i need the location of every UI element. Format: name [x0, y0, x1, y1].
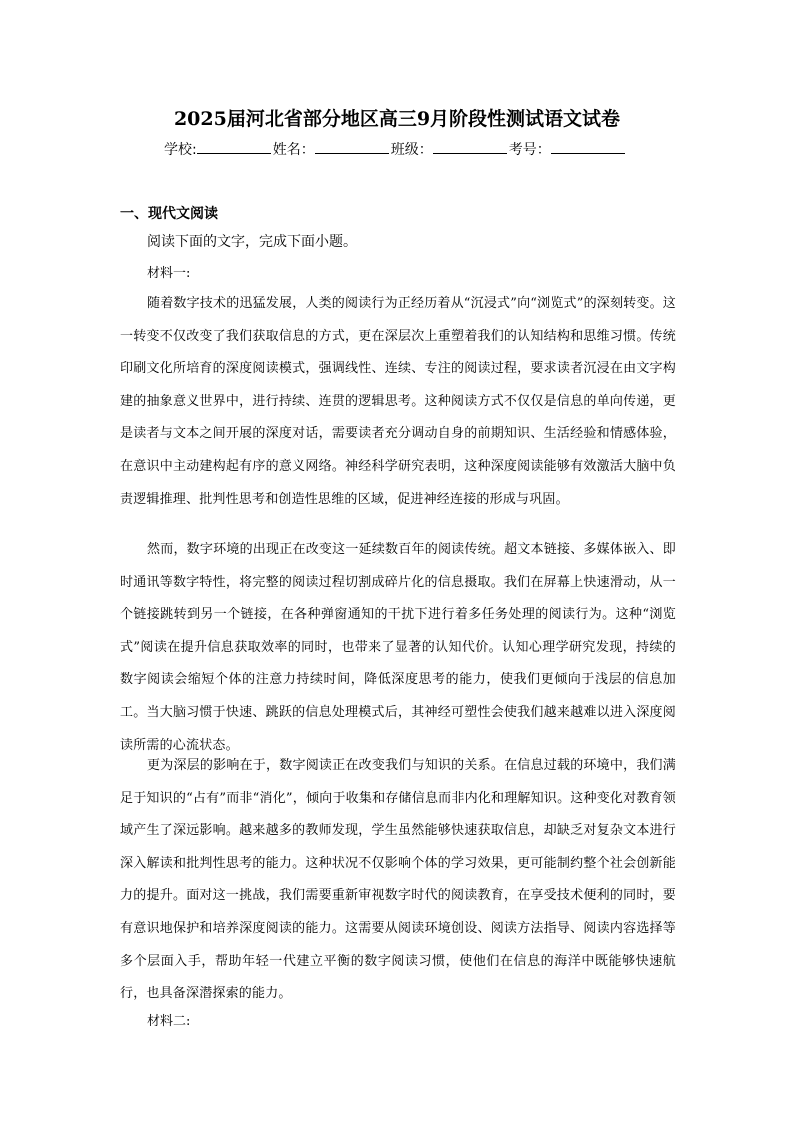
section-heading: 一、现代文阅读	[120, 206, 218, 222]
exam-no-label: 考号：	[508, 142, 551, 158]
paragraph-1: 随着数字技术的迅猛发展，人类的阅读行为正经历着从“沉浸式”向“浏览式”的深刻转变。这一转变不仅改变了我们获取信息的方式，更在深层次上重塑着我们的认知结构和思维习惯。传统印刷文化所培育的深度阅读模式，强调线性、连续、专注的阅读过程，要求读者沉浸在由文字构建的抽象意义世界中，进行持续、连贯的逻辑思考。这种阅读方式不仅仅是信息的单向传递，更是读者与文本之间开展的深度对话，需要读者充分调动自身的前期知识、生活经验和情感体验，在意识中主动建构起有序的意义网络。神经科学研究表明，这种深度阅读能够有效激活大脑中负责逻辑推理、批判性思考和创造性思维的区域，促进神经连接的形成与巩固。	[120, 296, 676, 507]
reading-instruction: 阅读下面的文字，完成下面小题。	[147, 234, 357, 250]
student-info-line	[164, 139, 684, 160]
class-blank[interactable]	[433, 139, 507, 154]
name-label: 姓名：	[272, 142, 315, 158]
paragraph-2: 然而，数字环境的出现正在改变这一延续数百年的阅读传统。超文本链接、多媒体嵌入、即时通讯等数字特性，将完整的阅读过程切割成碎片化的信息摄取。我们在屏幕上快速滑动，从一个链接跳转到另一个链接，在各种弹窗通知的干扰下进行着多任务处理的阅读行为。这种“浏览式”阅读在提升信息获取效率的同时，也带来了显著的认知代价。认知心理学研究发现，持续的数字阅读会缩短个体的注意力持续时间，降低深度思考的能力，使我们更倾向于浅层的信息加工。当大脑习惯于快速、跳跃的信息处理模式后，其神经可塑性会使我们越来越难以进入深度阅读所需的心流状态。	[120, 542, 676, 753]
exam-title: 2025届河北省部分地区高三9月阶段性测试语文试卷	[173, 108, 621, 130]
name-blank[interactable]	[315, 139, 389, 154]
exam-no-blank[interactable]	[551, 139, 625, 154]
material-1-label: 材料一:	[147, 266, 191, 281]
school-label: 学校:	[164, 142, 197, 158]
material-2-label: 材料二:	[147, 1014, 191, 1029]
paragraph-3: 更为深层的影响在于，数字阅读正在改变我们与知识的关系。在信息过载的环境中，我们满足于知识的“占有”而非“消化”，倾向于收集和存储信息而非内化和理解知识。这种变化对教育领域产生了深远影响。越来越多的教师发现，学生虽然能够快速获取信息，却缺乏对复杂文本进行深入解读和批判性思考的能力。这种状况不仅影响个体的学习效果，更可能制约整个社会创新能力的提升。面对这一挑战，我们需要重新审视数字时代的阅读教育，在享受技术便利的同时，要有意识地保护和培养深度阅读的能力。这需要从阅读环境创设、阅读方法指导、阅读内容选择等多个层面入手，帮助年轻一代建立平衡的数字阅读习惯，使他们在信息的海洋中既能够快速航行，也具备深潜探索的能力。	[120, 758, 676, 1002]
class-label: 班级：	[390, 142, 433, 158]
school-blank[interactable]	[197, 139, 271, 154]
